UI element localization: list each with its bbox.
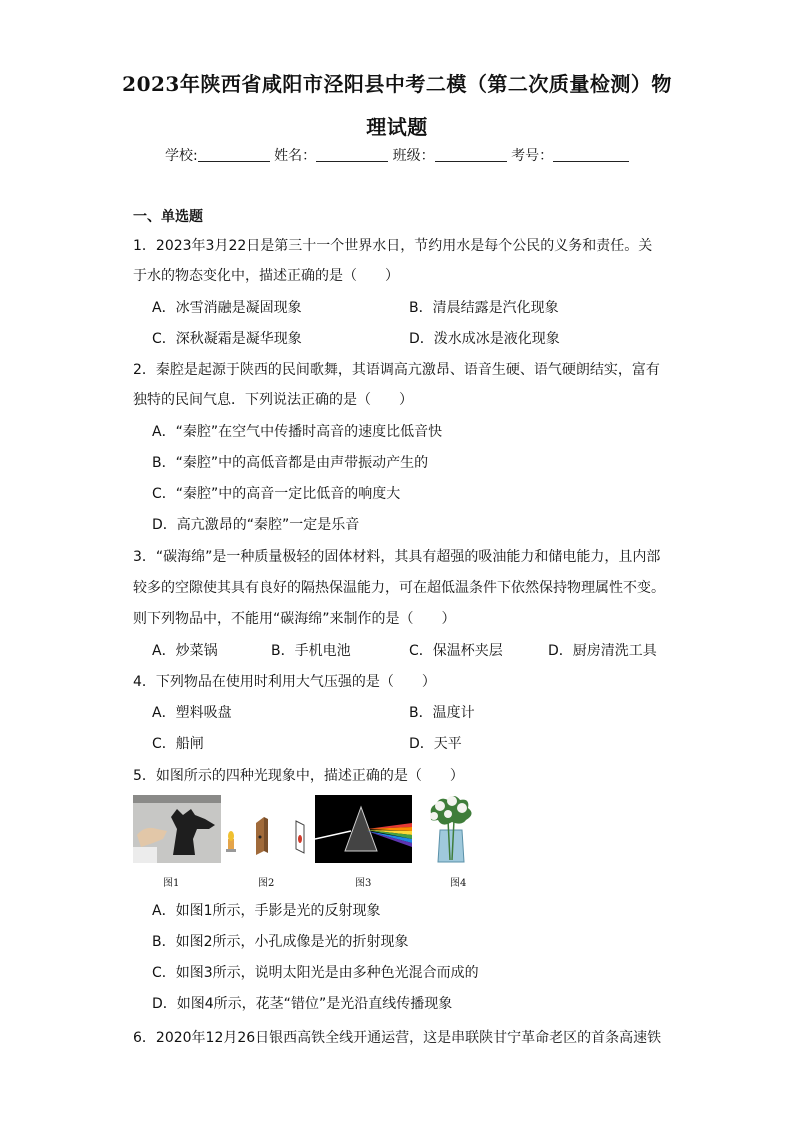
name-label: 姓名： bbox=[274, 148, 317, 164]
number-blank bbox=[553, 147, 629, 162]
figure-4-caption: 图4 bbox=[450, 878, 467, 889]
question-5-line-1: 5．如图所示的四种光现象中，描述正确的是（ ） bbox=[133, 768, 464, 784]
q3-option-c: C．保温杯夹层 bbox=[409, 643, 503, 659]
q4-option-d: D．天平 bbox=[409, 736, 462, 752]
q1-option-b: B．清晨结露是汽化现象 bbox=[409, 300, 559, 316]
figure-3-prism-image bbox=[315, 795, 412, 863]
q2-option-a: A．“秦腔”在空气中传播时高音的速度比低音快 bbox=[152, 424, 443, 440]
q3-option-d: D．厨房清洗工具 bbox=[548, 643, 657, 659]
q1-option-a: A．冰雪消融是凝固现象 bbox=[152, 300, 302, 316]
figure-1-hand-shadow-image bbox=[133, 795, 221, 863]
question-3-line-1: 3．“碳海绵”是一种质量极轻的固体材料，其具有超强的吸油能力和储电能力，且内部 bbox=[133, 549, 661, 565]
question-3-line-2: 较多的空隙使其具有良好的隔热保温能力，可在超低温条件下依然保持物理属性不变。 bbox=[133, 580, 665, 596]
q1-option-d: D．泼水成冰是液化现象 bbox=[409, 331, 560, 347]
q5-option-c: C．如图3所示，说明太阳光是由多种色光混合而成的 bbox=[152, 965, 479, 981]
q4-option-b: B．温度计 bbox=[409, 705, 475, 721]
name-blank bbox=[316, 147, 388, 162]
section-heading: 一、单选题 bbox=[133, 209, 203, 225]
q2-option-c: C．“秦腔”中的高音一定比低音的响度大 bbox=[152, 486, 401, 502]
number-label: 考号： bbox=[511, 148, 554, 164]
q5-option-d: D．如图4所示，花茎“错位”是光沿直线传播现象 bbox=[152, 996, 453, 1012]
question-1-line-1: 1．2023年3月22日是第三十一个世界水日，节约用水是每个公民的义务和责任。关 bbox=[133, 238, 653, 254]
question-4-line-1: 4．下列物品在使用时利用大气压强的是（ ） bbox=[133, 674, 436, 690]
figure-4-flower-vase-image bbox=[422, 790, 480, 864]
q5-option-b: B．如图2所示，小孔成像是光的折射现象 bbox=[152, 934, 409, 950]
class-blank bbox=[435, 147, 507, 162]
q4-option-a: A．塑料吸盘 bbox=[152, 705, 232, 721]
figure-1-caption: 图1 bbox=[163, 878, 180, 889]
exam-title-line1: 2023年陕西省咸阳市泾阳县中考二模（第二次质量检测）物 bbox=[122, 72, 672, 96]
question-2-line-2: 独特的民间气息．下列说法正确的是（ ） bbox=[133, 392, 413, 408]
figure-2-pinhole-image bbox=[222, 795, 308, 863]
exam-title-line2: 理试题 bbox=[366, 115, 428, 139]
q3-option-b: B．手机电池 bbox=[271, 643, 351, 659]
figure-2-caption: 图2 bbox=[258, 878, 275, 889]
school-blank bbox=[198, 147, 270, 162]
question-6-line-1: 6．2020年12月26日银西高铁全线开通运营，这是串联陕甘宁革命老区的首条高速铁 bbox=[133, 1030, 662, 1046]
student-info-row bbox=[165, 145, 629, 165]
question-3-line-3: 则下列物品中，不能用“碳海绵”来制作的是（ ） bbox=[133, 611, 456, 627]
q1-option-c: C．深秋凝霜是凝华现象 bbox=[152, 331, 302, 347]
class-label: 班级： bbox=[392, 148, 435, 164]
question-2-line-1: 2．秦腔是起源于陕西的民间歌舞，其语调高亢激昂、语音生硬、语气硬朗结实，富有 bbox=[133, 362, 660, 378]
figure-3-caption: 图3 bbox=[355, 878, 372, 889]
school-label: 学校: bbox=[165, 148, 198, 164]
q3-option-a: A．炒菜锅 bbox=[152, 643, 218, 659]
q5-option-a: A．如图1所示，手影是光的反射现象 bbox=[152, 903, 381, 919]
q2-option-d: D．高亢激昂的“秦腔”一定是乐音 bbox=[152, 517, 360, 533]
q2-option-b: B．“秦腔”中的高低音都是由声带振动产生的 bbox=[152, 455, 429, 471]
question-1-line-2: 于水的物态变化中，描述正确的是（ ） bbox=[133, 268, 399, 284]
q4-option-c: C．船闸 bbox=[152, 736, 204, 752]
